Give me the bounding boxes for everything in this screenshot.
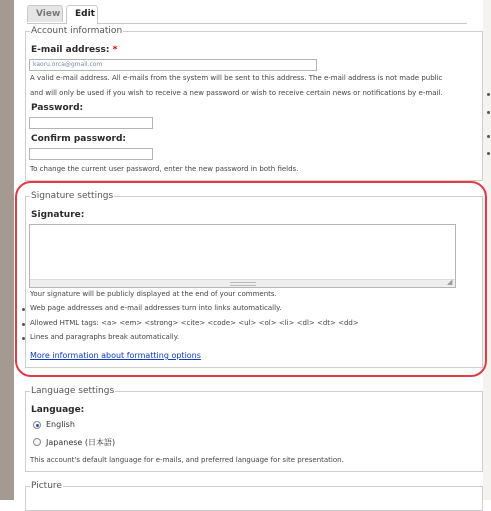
password-description: To change the current user password, enter the new password in both fields. xyxy=(30,165,299,173)
format-tip-2: Allowed HTML tags: <a> <em> <strong> <cite> <code> <ul> <ol> <li> <dl> <dt> <dd> xyxy=(30,319,359,327)
confirm-password-field[interactable] xyxy=(29,148,153,160)
tab-bar xyxy=(27,5,467,24)
signature-settings-legend: Signature settings xyxy=(31,191,114,201)
tab-edit[interactable]: Edit xyxy=(66,5,98,24)
tab-view[interactable]: View xyxy=(27,5,63,22)
account-information-legend: Account information xyxy=(31,26,123,36)
radio-english-label: English xyxy=(46,420,75,429)
email-field[interactable]: kaoru.orca@gmail.com xyxy=(29,59,317,71)
language-description: This account's default language for e-mails, and preferred language for site presentation. xyxy=(30,456,344,464)
required-marker: * xyxy=(112,45,118,55)
radio-japanese[interactable] xyxy=(33,438,41,446)
radio-japanese-label: Japanese (日本語) xyxy=(46,438,116,447)
picture-fieldset xyxy=(25,481,483,511)
signature-description: Your signature will be publicly displayed at the end of your comments. xyxy=(30,290,277,298)
signature-label: Signature: xyxy=(31,210,85,220)
language-label: Language: xyxy=(31,405,85,415)
picture-legend: Picture xyxy=(31,481,62,491)
format-tip-1: Web page addresses and e-mail addresses turn into links automatically. xyxy=(30,304,282,312)
password-field[interactable] xyxy=(29,117,153,129)
left-border-strip xyxy=(0,0,14,500)
format-tip-3: Lines and paragraphs break automatically. xyxy=(30,333,180,341)
email-description-line-2: and will only be used if you wish to receive a new password or wish to receive certain news or notifications by e-mail. xyxy=(30,89,443,97)
sidebar-bullet xyxy=(487,135,490,138)
red-highlight-annotation xyxy=(15,181,487,377)
password-label: Password: xyxy=(31,103,84,113)
sidebar-bullet xyxy=(487,152,490,155)
resize-handle-icon[interactable]: ◢ xyxy=(447,278,453,286)
confirm-password-label: Confirm password: xyxy=(31,134,127,144)
radio-english[interactable] xyxy=(33,421,41,429)
formatting-options-link[interactable]: More information about formatting options xyxy=(30,351,201,360)
email-label-text: E-mail address: xyxy=(31,45,110,55)
sidebar-bullet xyxy=(487,111,490,114)
sidebar-bullet xyxy=(487,93,490,96)
email-description-line-1: A valid e-mail address. All e-mails from the system will be sent to this address. The e-mail address is not made public xyxy=(30,74,443,82)
language-settings-legend: Language settings xyxy=(31,386,115,396)
email-label xyxy=(31,45,117,55)
